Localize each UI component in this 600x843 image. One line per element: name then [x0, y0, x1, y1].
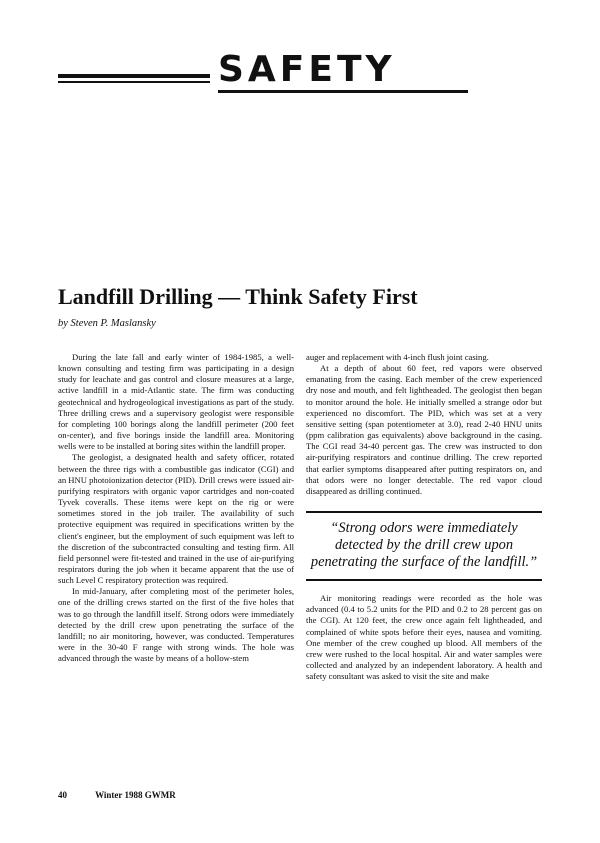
body-paragraph-continued: auger and replacement with 4-inch flush joint casing.	[306, 352, 489, 362]
article-title: Landfill Drilling — Think Safety First	[58, 284, 418, 309]
body-paragraph: At a depth of about 60 feet, red vapors were observed emanating from the casing. Each member of the crew experienced dry nose and mouth, and felt lightheaded. The geologist then began to monitor around the hole. He initially smelled a strange odor but experienced no discomfort. The PID, which was set at a very sensitive setting (span potentiometer at 3.0), read 2-40 HNU units (ppm calibration gas equivalents) above background in the casing. The CGI read 34-40 percent gas. The crew was instructed to don air-purifying respirators and continue drilling. The crew reported that earlier symptoms disappeared after putting respirators on, and that odors were no longer detectable. The red vapor cloud disappeared as drilling continued.	[306, 363, 542, 496]
section-header	[58, 49, 528, 90]
body-paragraph: Air monitoring readings were recorded as the hole was advanced (0.4 to 5.2 units for the PID and 0.2 to 28 percent gas on the CGI). At 120 feet, the crew once again felt lightheaded, and complained of white spots before their eyes, nausea and vomiting. One member of the crew coughed up blood. All members of the crew were rushed to the local hospital. Air and water samples were collected and analyzed by an independent laboratory. A health and safety consultant was asked to visit the site and make	[306, 593, 542, 682]
left-column	[58, 352, 294, 664]
right-column	[306, 352, 542, 682]
section-title: SAFETY	[218, 49, 396, 90]
body-paragraph: The geologist, a designated health and safety officer, rotated between the three rigs with a combustible gas indicator (CGI) and an HNU photoionization detector (PID). Drill crews were issued air-purifying respirators with organic vapor cartridges and non-coated Tyvek coveralls. These items were kept on the rig or were sometimes stored in the job trailer. The availability of such protective equipment was required in specifications written by the client's engineer, but the employment of such equipment was left to the discretion of the subcontracted consulting and testing firm. All field personnel were fit-tested and trained in the use of air-purifying respirators during the job when it became apparent that the use of such Level C respiratory protection was required.	[58, 452, 294, 586]
body-paragraph: During the late fall and early winter of 1984-1985, a well-known consulting and testing firm was participating in a design study for leachate and gas control and closure measures at a large, active landfill in a mid-Atlantic state. The firm was conducting geotechnical and hydrogeological investigations as part of the study. Three drilling crews and a supervisory geologist were responsible for completing 100 borings along the landfill perimeter (200 feet on-center), and five borings inside the landfill area. Monitoring wells were to be installed at boring sites within the landfill proper.	[58, 352, 294, 452]
body-paragraph: In mid-January, after completing most of the perimeter holes, one of the drilling crews started on the first of the five holes that was to go through the landfill itself. Strong odors were immediately detected by the drill crew upon penetrating the surface of the landfill; no air monitoring, however, was conducted. Temperatures were in the 30-40 F range with strong winds. The hole was advanced through the waste by means of a hollow-stem	[58, 586, 294, 664]
page-number: 40	[58, 790, 67, 800]
header-rule-thick	[58, 74, 210, 78]
issue-label: Winter 1988 GWMR	[95, 790, 176, 800]
pull-quote: “Strong odors were immediately detected by the drill crew upon penetrating the surface of the landfill.”	[306, 511, 542, 581]
header-rule-thin	[58, 81, 210, 83]
page-footer	[58, 790, 176, 800]
section-title-underline	[218, 90, 468, 93]
article-byline: by Steven P. Maslansky	[58, 318, 156, 329]
